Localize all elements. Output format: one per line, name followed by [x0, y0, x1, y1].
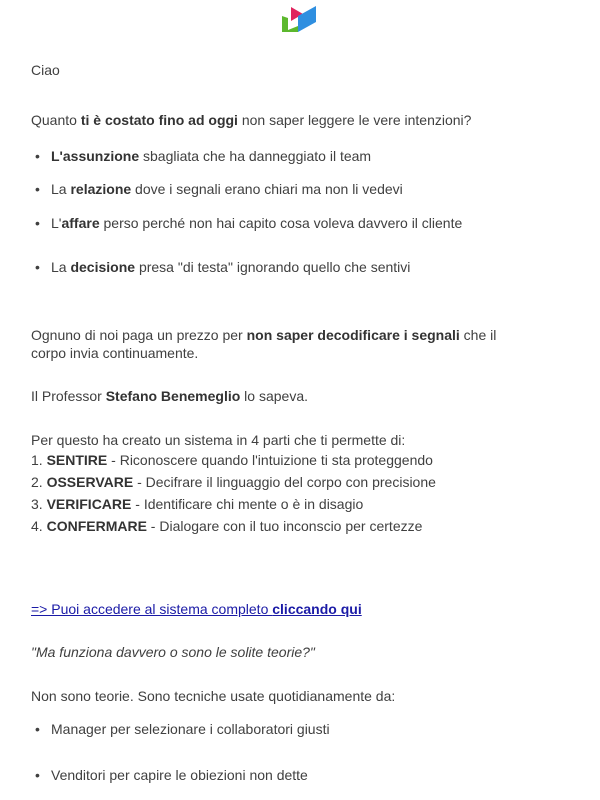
step-item: 4. CONFERMARE - Dialogare con il tuo inconscio per certezze — [31, 518, 423, 534]
intro-paragraph: Quanto ti è costato fino ad oggi non saper leggere le vere intenzioni? — [31, 112, 472, 128]
list-item: • Manager per selezionare i collaboratori giusti — [51, 720, 330, 738]
list-item: • L'affare perso perché non hai capito cosa voleva davvero il cliente — [51, 214, 462, 232]
step-item: 1. SENTIRE - Riconoscere quando l'intuizione ti sta proteggendo — [31, 452, 433, 468]
list-item: • La decisione presa "di testa" ignorando quello che sentivi — [51, 258, 410, 276]
brand-logo — [280, 4, 320, 34]
list-item: • L'assunzione sbagliata che ha danneggiato il team — [51, 147, 371, 165]
list-item: • Venditori per capire le obiezioni non dette — [51, 766, 308, 784]
professor-paragraph: Il Professor Stefano Benemeglio lo sapeva. — [31, 388, 309, 404]
step-item: 2. OSSERVARE - Decifrare il linguaggio del corpo con precisione — [31, 474, 436, 490]
cta-paragraph — [31, 600, 362, 618]
question: "Ma funziona davvero o sono le solite teorie?" — [31, 644, 315, 660]
system-intro: Per questo ha creato un sistema in 4 parti che ti permette di: — [31, 432, 406, 448]
step-item: 3. VERIFICARE - Identificare chi mente o è in disagio — [31, 496, 364, 512]
greeting: Ciao — [31, 62, 60, 78]
price-paragraph: Ognuno di noi paga un prezzo per non saper decodificare i segnali che il corpo invia continuamente. — [31, 327, 497, 361]
cta-link[interactable]: => Puoi accedere al sistema completo cliccando qui — [31, 601, 362, 617]
list-item: • La relazione dove i segnali erano chiari ma non li vedevi — [51, 180, 403, 198]
answer: Non sono teorie. Sono tecniche usate quotidianamente da: — [31, 688, 396, 704]
